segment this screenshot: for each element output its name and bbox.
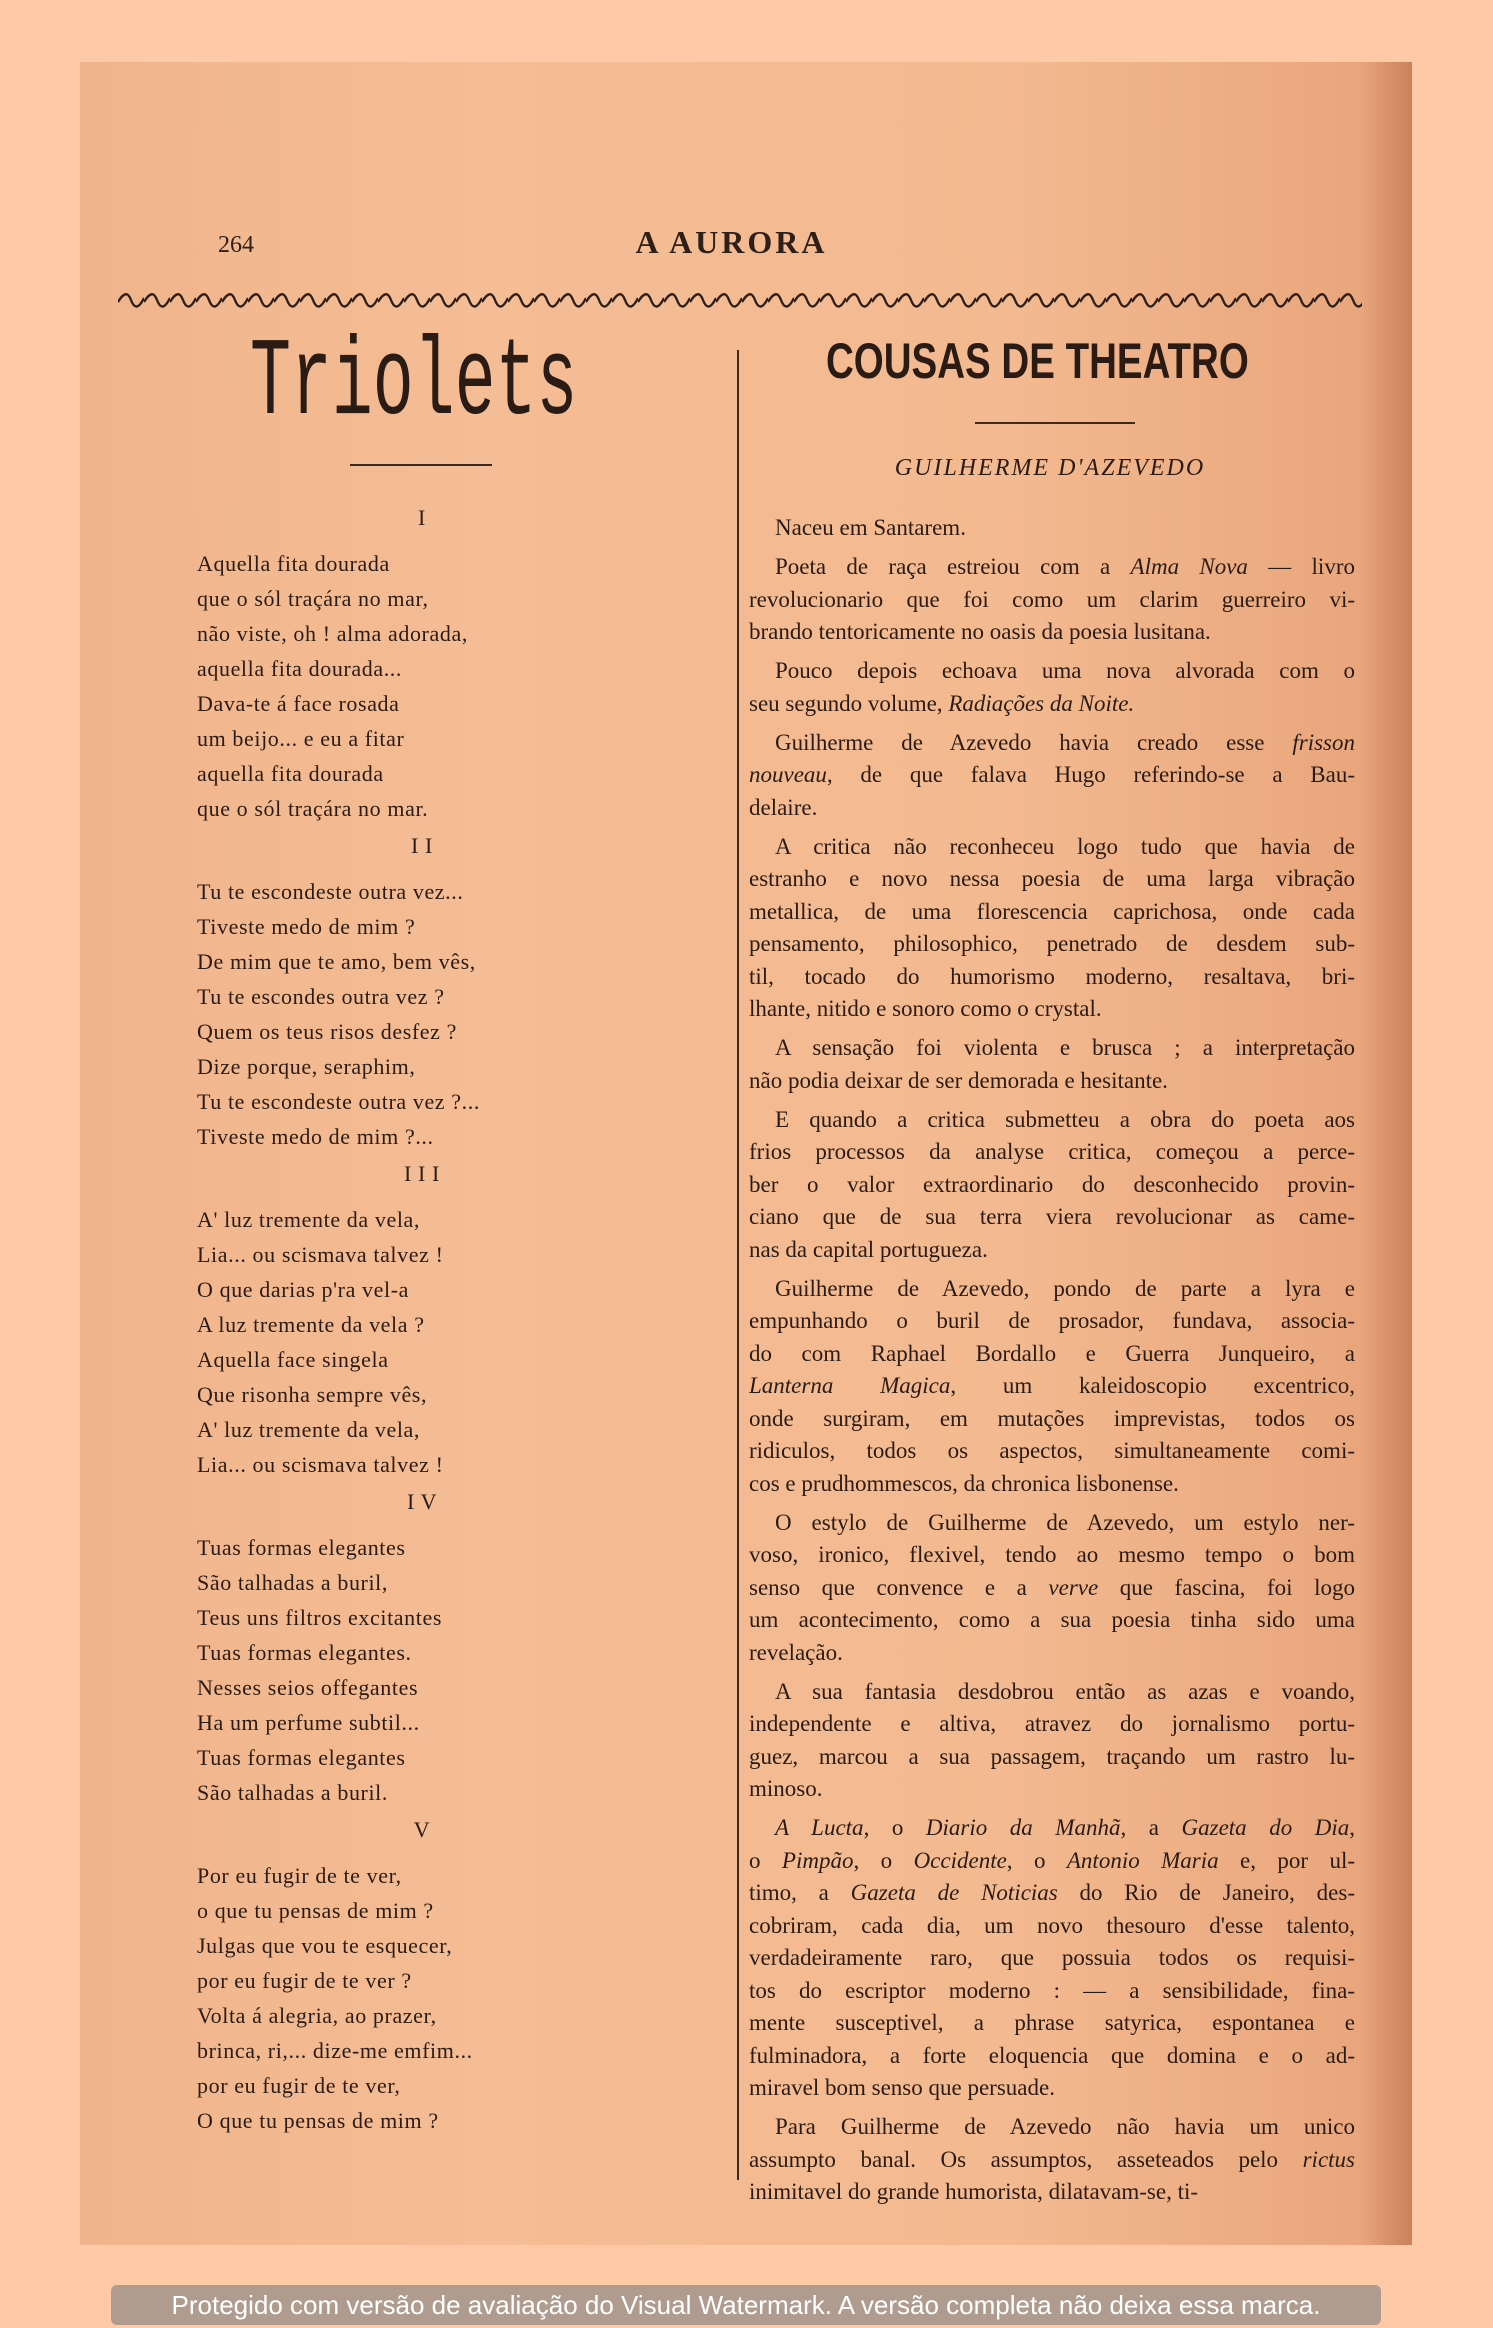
article-line: [749, 655, 1355, 688]
article-paragraph: [749, 512, 1355, 545]
article-line: [749, 727, 1355, 760]
article-paragraph: [749, 831, 1355, 1026]
text-run: Guilherme de Azevedo havia creado esse: [775, 729, 1293, 755]
text-run: pensamento, philosophico, penetrado de desdem sub-: [749, 931, 1355, 956]
article-line: [749, 688, 1355, 721]
text-run: , um kaleidoscopio excentrico,: [950, 1373, 1355, 1398]
poem-line: brinca, ri,... dize-me emfim...: [197, 2038, 473, 2063]
poem-line: não viste, oh ! alma adorada,: [197, 621, 468, 646]
poem-line: que o sól traçára no mar.: [197, 796, 429, 821]
article-line: [749, 759, 1355, 792]
text-run: ridiculos, todos os aspectos, simultaneamente comi-: [749, 1438, 1355, 1463]
text-run: A sensação foi violenta e brusca ; a interpretação: [775, 1035, 1355, 1060]
text-run: inimitavel do grande humorista, dilatavam-se, ti-: [749, 2179, 1199, 2204]
poem-line: que o sól traçára no mar,: [197, 586, 429, 611]
article-line: [749, 1812, 1355, 1845]
poem-line: Que risonha sempre vês,: [197, 1382, 428, 1407]
article-line: [749, 1234, 1355, 1267]
article-line: [749, 928, 1355, 961]
text-run: cos e prudhommescos, da chronica lisbonense.: [749, 1470, 1179, 1496]
poem-line: Julgas que vou te esquecer,: [197, 1933, 453, 1958]
text-run: timo, a: [749, 1880, 851, 1905]
article-paragraph: [749, 1812, 1355, 2105]
article-line: [749, 1169, 1355, 1202]
article-paragraph: [749, 1273, 1355, 1501]
poem-line: por eu fugir de te ver,: [197, 2073, 401, 2098]
text-run: , o: [853, 1847, 914, 1873]
poem-line: Tu te escondes outra vez ?: [197, 984, 445, 1009]
article-title: COUSAS DE THEATRO: [826, 333, 1249, 389]
stanza-number: I: [418, 505, 426, 530]
article-line: [749, 1676, 1355, 1709]
article-line: [749, 1539, 1355, 1572]
poem-body: [197, 498, 617, 2138]
text-run: A critica não reconheceu logo tudo que havia de: [775, 833, 1355, 859]
article-line: [749, 961, 1355, 994]
article-line: [749, 1136, 1355, 1169]
italic-title: Radiações da Noite.: [948, 690, 1135, 716]
italic-title: Gazeta do Dia: [1181, 1815, 1350, 1840]
text-run: E quando a critica submetteu a obra do poeta aos: [775, 1106, 1355, 1132]
article-line: [749, 1572, 1355, 1605]
poem-title: Triolets: [250, 322, 578, 447]
poem-line: O que tu pensas de mim ?: [197, 2108, 439, 2133]
text-run: independente e altiva, atravez do jornalismo portu-: [749, 1711, 1355, 1736]
watermark-banner: Protegido com versão de avaliação do Visual Watermark. A versão completa não deixa essa marca.: [111, 2285, 1381, 2325]
text-run: , de que falava Hugo referindo-se a Bau-: [826, 762, 1355, 787]
text-run: guez, marcou a sua passagem, traçando um rastro lu-: [749, 1743, 1355, 1769]
article-line: [749, 1104, 1355, 1137]
text-run: lhante, nitido e sonoro como o crystal.: [749, 996, 1102, 1021]
article-line: [749, 1370, 1355, 1403]
stanza-number: V: [413, 1817, 431, 1842]
article-paragraph: [749, 1104, 1355, 1267]
article-line: [749, 551, 1355, 584]
text-run: voso, ironico, flexivel, tendo ao mesmo tempo o bom: [749, 1542, 1355, 1567]
article-line: [749, 1773, 1355, 1806]
article-line: [749, 792, 1355, 825]
text-run: delaire.: [749, 794, 818, 820]
article-line: [749, 1468, 1355, 1501]
article-line: [749, 2072, 1355, 2105]
article-paragraph: [749, 1032, 1355, 1097]
article-line: [749, 512, 1355, 545]
poem-line: Tuas formas elegantes: [197, 1745, 406, 1770]
text-run: um acontecimento, como a sua poesia tinha sido uma: [749, 1607, 1355, 1632]
poem-line: São talhadas a buril,: [197, 1570, 388, 1595]
italic-title: Diario da Manhã: [925, 1815, 1121, 1840]
article-line: [749, 2007, 1355, 2040]
column-divider: [737, 350, 739, 2180]
poem-line: Tuas formas elegantes.: [197, 1640, 412, 1665]
poem-line: Por eu fugir de te ver,: [197, 1863, 402, 1888]
italic-title: A Lucta: [775, 1815, 864, 1840]
article-line: [749, 1273, 1355, 1306]
article-paragraph: [749, 1507, 1355, 1670]
article-line: [749, 1877, 1355, 1910]
text-run: , o: [1006, 1847, 1067, 1873]
poem-line: São talhadas a buril.: [197, 1780, 388, 1805]
poem-line: Tuas formas elegantes: [197, 1535, 406, 1560]
text-run: minoso.: [749, 1776, 823, 1801]
article-line: [749, 1637, 1355, 1670]
text-run: revolucionario que foi como um clarim guerreiro vi-: [749, 586, 1355, 612]
article-line: [749, 1065, 1355, 1098]
text-run: Poeta de raça estreiou com a: [775, 554, 1131, 579]
stanza-number: I I I: [404, 1161, 440, 1186]
text-run: seu segundo volume,: [749, 690, 949, 716]
italic-title: Alma Nova: [1130, 554, 1248, 579]
text-run: ber o valor extraordinario do desconhecido provin-: [749, 1171, 1355, 1197]
text-run: , a: [1120, 1815, 1182, 1840]
text-run: frios processos da analyse critica, começou a perce-: [749, 1139, 1355, 1164]
masthead: [0, 224, 1493, 261]
article-line: [749, 1201, 1355, 1234]
article-paragraph: [749, 551, 1355, 649]
poem-line: Dava-te á face rosada: [197, 691, 400, 716]
article-line: [749, 831, 1355, 864]
italic-title: Pimpão: [781, 1847, 854, 1873]
text-run: brando tentoricamente no oasis da poesia lusitana.: [749, 619, 1211, 644]
article-line: [749, 1845, 1355, 1878]
poem-line: Lia... ou scismava talvez !: [197, 1242, 444, 1267]
text-run: miravel bom senso que persuade.: [749, 2075, 1055, 2100]
masthead-title: A AURORA: [635, 224, 828, 260]
text-run: mente susceptivel, a phrase satyrica, espontanea e: [749, 2010, 1355, 2035]
text-run: , o: [863, 1815, 926, 1840]
article-author: GUILHERME D'AZEVEDO: [894, 455, 1206, 481]
poem-line: Aquella fita dourada: [197, 551, 390, 576]
poem-line: aquella fita dourada: [197, 761, 384, 786]
text-run: — livro: [1247, 554, 1355, 579]
italic-title: frisson: [1292, 729, 1355, 755]
text-run: til, tocado do humorismo moderno, resaltava, bri-: [749, 963, 1355, 989]
article-title-rule: [975, 422, 1135, 424]
text-run: que fascina, foi logo: [1098, 1574, 1355, 1600]
article-line: [749, 863, 1355, 896]
article-line: [749, 896, 1355, 929]
text-run: do com Raphael Bordallo e Guerra Junqueiro, a: [749, 1340, 1355, 1366]
poem-line: aquella fita dourada...: [197, 656, 402, 681]
stanza-number: I I: [411, 833, 433, 858]
article-line: [749, 1741, 1355, 1774]
text-run: onde surgiram, em mutações imprevistas, todos os: [749, 1405, 1355, 1431]
text-run: Naceu em Santarem.: [775, 515, 966, 540]
article-line: [749, 1708, 1355, 1741]
text-run: ciano que de sua terra viera revolucionar as came-: [749, 1204, 1355, 1229]
article-line: [749, 2176, 1355, 2209]
poem-line: A' luz tremente da vela,: [197, 1207, 420, 1232]
text-run: cobriram, cada dia, um novo thesouro d'esse talento,: [749, 1912, 1355, 1938]
poem-line: Lia... ou scismava talvez !: [197, 1452, 444, 1477]
article-paragraph: [749, 1676, 1355, 1806]
article-line: [749, 584, 1355, 617]
text-run: senso que convence e a: [749, 1574, 1049, 1600]
italic-title: verve: [1048, 1574, 1099, 1600]
text-run: Pouco depois echoava uma nova alvorada com o: [775, 658, 1355, 683]
text-run: ,: [1349, 1815, 1355, 1840]
poem-line: Tiveste medo de mim ?: [197, 914, 416, 939]
text-run: nas da capital portugueza.: [749, 1236, 988, 1262]
text-run: o: [749, 1847, 782, 1873]
text-run: assumpto banal. Os assumptos, asseteados pelo: [749, 2146, 1303, 2172]
italic-title: Lanterna Magica: [749, 1373, 951, 1398]
poem-line: Quem os teus risos desfez ?: [197, 1019, 457, 1044]
italic-title: Gazeta de Noticias: [850, 1880, 1058, 1905]
title-rule: [350, 464, 492, 466]
text-run: empunhando o buril de prosador, fundava, associa-: [749, 1308, 1355, 1333]
poem-line: Ha um perfume subtil...: [197, 1710, 420, 1735]
article-body: [749, 512, 1355, 2215]
italic-title: rictus: [1302, 2146, 1355, 2172]
poem-line: Volta á alegria, ao prazer,: [197, 2003, 437, 2028]
poem-line: por eu fugir de te ver ?: [197, 1968, 412, 1993]
article-line: [749, 1910, 1355, 1943]
poem-line: A' luz tremente da vela,: [197, 1417, 420, 1442]
article-paragraph: [749, 655, 1355, 720]
poem-line: O que darias p'ra vel-a: [197, 1277, 410, 1302]
text-run: A sua fantasia desdobrou então as azas e voando,: [775, 1678, 1355, 1704]
article-line: [749, 2040, 1355, 2073]
page-number: 264: [218, 232, 254, 258]
stanza-number: I V: [406, 1489, 438, 1514]
poem-line: Tu te escondeste outra vez ?...: [197, 1089, 480, 1114]
text-run: fulminadora, a forte eloquencia que domina e o ad-: [749, 2042, 1355, 2068]
text-run: O estylo de Guilherme de Azevedo, um estylo ner-: [775, 1509, 1355, 1535]
italic-title: Occidente: [913, 1847, 1007, 1873]
text-run: verdadeiramente raro, que possuia todos os requisi-: [749, 1945, 1355, 1970]
article-line: [749, 616, 1355, 649]
article-line: [749, 2111, 1355, 2144]
article-paragraph: [749, 727, 1355, 825]
article-line: [749, 1338, 1355, 1371]
article-line: [749, 1435, 1355, 1468]
article-line: [749, 1975, 1355, 2008]
text-run: do Rio de Janeiro, des-: [1057, 1880, 1355, 1905]
article-line: [749, 993, 1355, 1026]
article-line: [749, 1507, 1355, 1540]
text-run: estranho e novo nessa poesia de uma larga vibração: [749, 866, 1355, 891]
poem-line: Teus uns filtros excitantes: [197, 1605, 442, 1630]
poem-line: Nesses seios offegantes: [197, 1675, 419, 1700]
article-line: [749, 1604, 1355, 1637]
article-line: [749, 1942, 1355, 1975]
poem-line: Tiveste medo de mim ?...: [197, 1124, 434, 1149]
text-run: Guilherme de Azevedo, pondo de parte a lyra e: [775, 1275, 1355, 1301]
poem-line: A luz tremente da vela ?: [197, 1312, 425, 1337]
poem-line: um beijo... e eu a fitar: [197, 726, 405, 751]
article-line: [749, 1032, 1355, 1065]
italic-title: Antonio Maria: [1066, 1847, 1219, 1873]
article-paragraph: [749, 2111, 1355, 2209]
article-line: [749, 2144, 1355, 2177]
article-line: [749, 1403, 1355, 1436]
poem-line: Aquella face singela: [197, 1347, 389, 1372]
text-run: Para Guilherme de Azevedo não havia um unico: [775, 2114, 1355, 2139]
poem-line: o que tu pensas de mim ?: [197, 1898, 434, 1923]
text-run: tos do escriptor moderno : — a sensibilidade, fina-: [749, 1977, 1355, 2003]
text-run: e, por ul-: [1218, 1847, 1355, 1873]
text-run: metallica, de uma florescencia caprichosa, onde cada: [749, 898, 1355, 924]
poem-line: Tu te escondeste outra vez...: [197, 879, 464, 904]
wavy-ornament-rule: [118, 288, 1362, 312]
italic-title: nouveau: [749, 762, 827, 787]
text-run: revelação.: [749, 1639, 843, 1665]
text-run: não podia deixar de ser demorada e hesitante.: [749, 1067, 1168, 1093]
poem-line: De mim que te amo, bem vês,: [197, 949, 476, 974]
poem-line: Dize porque, seraphim,: [197, 1054, 416, 1079]
article-line: [749, 1305, 1355, 1338]
